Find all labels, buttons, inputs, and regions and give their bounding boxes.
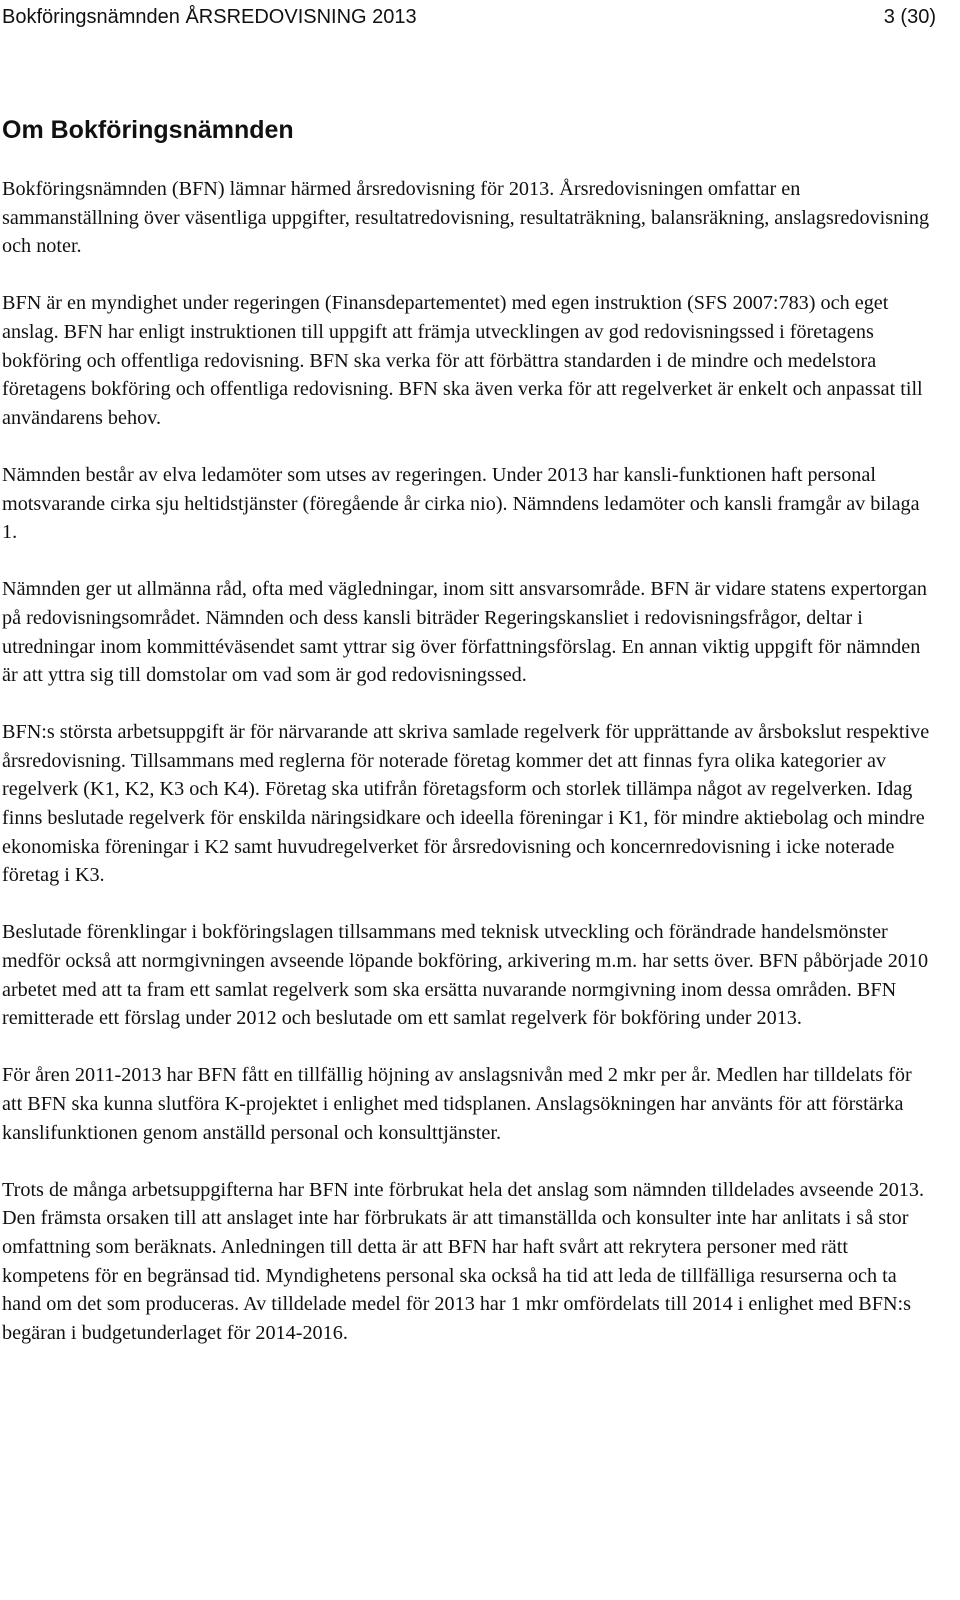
header-page-number: 3 (30) <box>883 6 936 28</box>
paragraph-members: Nämnden består av elva ledamöter som utses av regeringen. Under 2013 har kansli-funktionen haft personal motsvarande cirka sju heltidstjänster (föregående år cirka nio). Nämndens ledamöter och kansli framgår av bilaga 1. <box>2 463 920 544</box>
paragraph-mandate: BFN är en myndighet under regeringen (Finansdepartementet) med egen instruktion (SFS 2007:783) och eget anslag. BFN har enligt instruktionen till uppgift att främja utvecklingen av god redovisningssed i företagens bokföring och offentliga redovisning. BFN ska verka för att förbättra standarden i de mindre och medelstora företagens bokföring och offentliga redovisning. BFN ska även verka för att regelverket är enkelt och anpassat till användarens behov. <box>2 292 923 429</box>
paragraph-budget: Trots de många arbetsuppgifterna har BFN inte förbrukat hela det anslag som nämnden tilldelades avseende 2013. Den främsta orsaken till att anslaget inte har förbrukats är att timanställda och konsulter inte har anlitats i så stor omfattning som beräknats. Anledningen till detta är att BFN har haft svårt att rekrytera personer med rätt kompetens för en begränsad tid. Myndighetens personal ska också ha tid att leda de tillfälliga resurserna och ta hand om det som produceras. Av tilldelade medel för 2013 har 1 mkr omfördelats till 2014 i enlighet med BFN:s begäran i budgetunderlaget för 2014-2016. <box>2 1178 925 1344</box>
section-body <box>2 175 932 1347</box>
running-header <box>2 4 936 30</box>
paragraph-intro: Bokföringsnämnden (BFN) lämnar härmed årsredovisning för 2013. Årsredovisningen omfattar en sammanställning över väsentliga uppgifter, resultatredovisning, resultaträkning, balansräkning, anslagsredovisning och noter. <box>2 178 930 258</box>
paragraph-regulations: BFN:s största arbetsuppgift är för närvarande att skriva samlade regelverk för upprättande av årsbokslut respektive årsredovisning. Tillsammans med reglerna för noterade företag kommer det att finnas fyra olika kategorier av regelverk (K1, K2, K3 och K4). Företag ska utifrån företagsform och storlek tillämpa något av regelverken. Idag finns beslutade regelverk för enskilda näringsidkare och ideella föreningar i K1, för mindre aktiebolag och mindre ekonomiska föreningar i K2 samt huvudregelverket för årsredovisning och koncernredovisning i icke noterade företag i K3. <box>2 721 930 887</box>
paragraph-advice: Nämnden ger ut allmänna råd, ofta med vägledningar, inom sitt ansvarsområde. BFN är vidare statens expertorgan på redovisningsområdet. Nämnden och dess kansli biträder Regeringskansliet i redovisningsfrågor, deltar i utredningar inom kommittéväsendet samt yttrar sig över författningsförslag. En annan viktig uppgift för nämnden är att yttra sig till domstolar om vad som är god redovisningssed. <box>2 578 927 687</box>
paragraph-funding: För åren 2011-2013 har BFN fått en tillfällig höjning av anslagsnivån med 2 mkr per år. Medlen har tilldelats för att BFN ska kunna slutföra K-projektet i enlighet med tidsplanen. Anslagsökningen har använts för att förstärka kanslifunktionen genom anställd personal och konsulttjänster. <box>2 1064 912 1144</box>
paragraph-bookkeeping: Beslutade förenklingar i bokföringslagen tillsammans med teknisk utveckling och förändrade handelsmönster medför också att normgivningen avseende löpande bokföring, arkivering m.m. har setts över. BFN påbörjade 2010 arbetet med att ta fram ett samlat regelverk som ska ersätta nuvarande normgivning inom dessa områden. BFN remitterade ett förslag under 2012 och beslutade om ett samlat regelverk för bokföring under 2013. <box>2 921 929 1030</box>
section-title: Om Bokföringsnämnden <box>2 116 294 144</box>
header-document-title: Bokföringsnämnden ÅRSREDOVISNING 2013 <box>2 6 417 28</box>
